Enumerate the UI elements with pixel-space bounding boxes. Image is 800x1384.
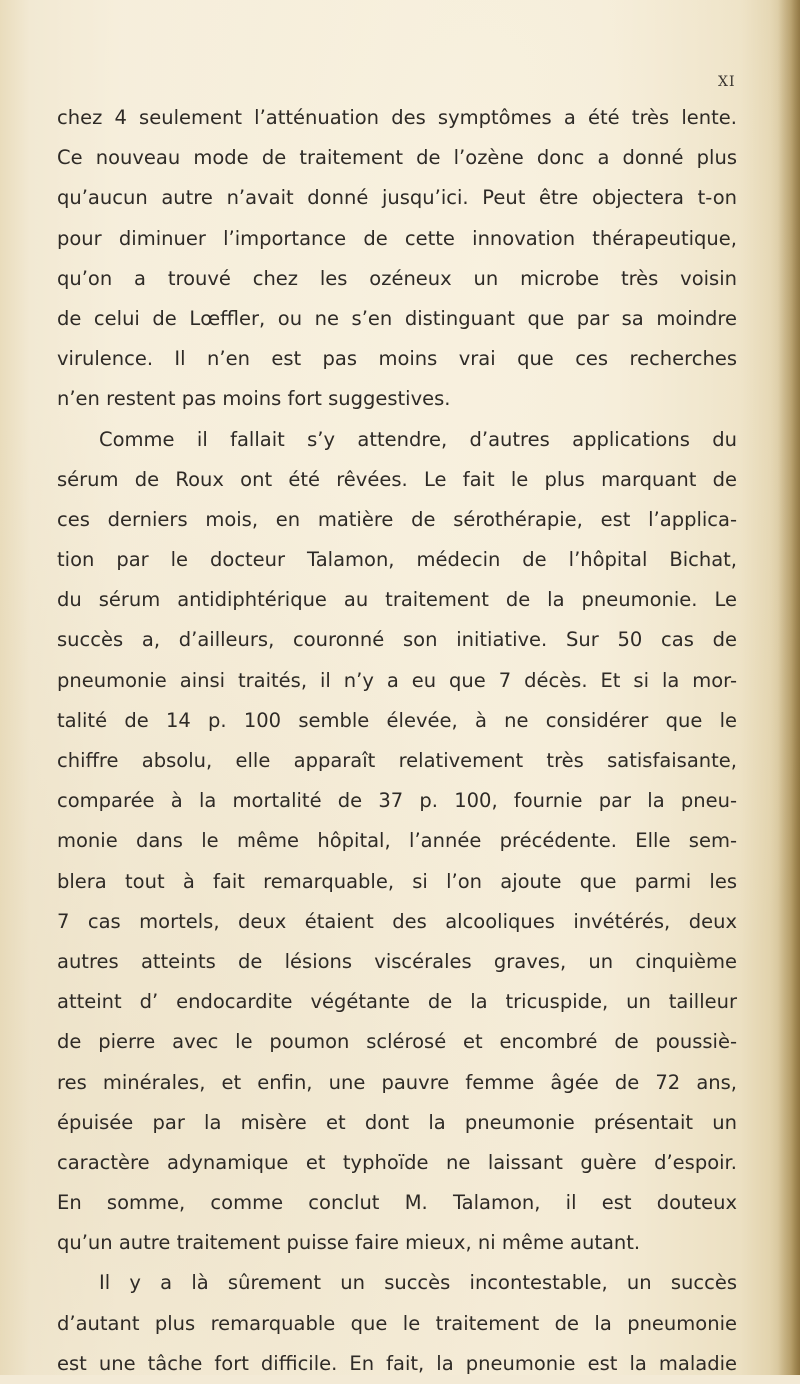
text-line: chiffre absolu, elle apparaît relativement très satisfaisante, xyxy=(57,749,737,772)
text-line: pour diminuer l’importance de cette innovation thérapeutique, xyxy=(57,226,737,250)
text-line: chez 4 seulement l’atténuation des symptômes a été très lente. xyxy=(57,106,737,129)
text-line: En somme, comme conclut M. Talamon, il est douteux xyxy=(57,1191,737,1215)
text-line: caractère adynamique et typhoïde ne laissant guère d’espoir. xyxy=(57,1150,737,1174)
text-line: blera tout à fait remarquable, si l’on ajoute que parmi les xyxy=(57,869,737,893)
text-line: de celui de Lœffler, ou ne s’en distinguant que par sa moindre xyxy=(57,306,737,330)
text-line: est une tâche fort difficile. En fait, la pneumonie est la maladie xyxy=(57,1351,737,1375)
page-number: XI xyxy=(718,74,736,90)
text-line: comparée à la mortalité de 37 p. 100, fournie par la pneu- xyxy=(57,789,737,813)
text-line: du sérum antidiphtérique au traitement de la pneumonie. Le xyxy=(57,588,737,612)
text-line: sérum de Roux ont été rêvées. Le fait le plus marquant de xyxy=(57,467,737,491)
body-text xyxy=(57,98,737,1384)
text-line: épuisée par la misère et dont la pneumonie présentait un xyxy=(57,1110,737,1134)
text-line: virulence. Il n’en est pas moins vrai que ces recherches xyxy=(57,347,737,371)
text-line: Comme il fallait s’y attendre, d’autres applications du xyxy=(99,427,737,451)
text-line: 7 cas mortels, deux étaient des alcooliques invétérés, deux xyxy=(57,909,737,933)
text-line: succès a, d’ailleurs, couronné son initiative. Sur 50 cas de xyxy=(57,628,737,652)
text-line: qu’on a trouvé chez les ozéneux un microbe très voisin xyxy=(57,266,737,290)
text-line: Il y a là sûrement un succès incontestable, un succès xyxy=(99,1271,737,1295)
text-line: pneumonie ainsi traités, il n’y a eu que 7 décès. Et si la mor- xyxy=(57,668,737,692)
text-line: n’en restent pas moins fort suggestives. xyxy=(57,387,451,411)
text-line: talité de 14 p. 100 semble élevée, à ne considérer que le xyxy=(57,708,737,732)
text-line: atteint d’ endocardite végétante de la tricuspide, un tailleur xyxy=(57,990,737,1014)
text-line: tion par le docteur Talamon, médecin de l’hôpital Bichat, xyxy=(57,548,737,572)
text-line: qu’aucun autre n’avait donné jusqu’ici. Peut être objectera t-on xyxy=(57,186,737,210)
text-line: res minérales, et enfin, une pauvre femme âgée de 72 ans, xyxy=(57,1070,737,1094)
page-edge-shadow xyxy=(778,0,800,1375)
text-line: Ce nouveau mode de traitement de l’ozène donc a donné plus xyxy=(57,146,737,170)
text-line: monie dans le même hôpital, l’année précédente. Elle sem- xyxy=(57,829,737,853)
text-line: autres atteints de lésions viscérales graves, un cinquième xyxy=(57,949,737,973)
text-line: qu’un autre traitement puisse faire mieux, ni même autant. xyxy=(57,1231,641,1255)
text-line: ces derniers mois, en matière de sérothérapie, est l’applica- xyxy=(57,507,737,531)
text-line: de pierre avec le poumon sclérosé et encombré de poussiè- xyxy=(57,1030,737,1054)
text-line: d’autant plus remarquable que le traitement de la pneumonie xyxy=(57,1311,737,1335)
